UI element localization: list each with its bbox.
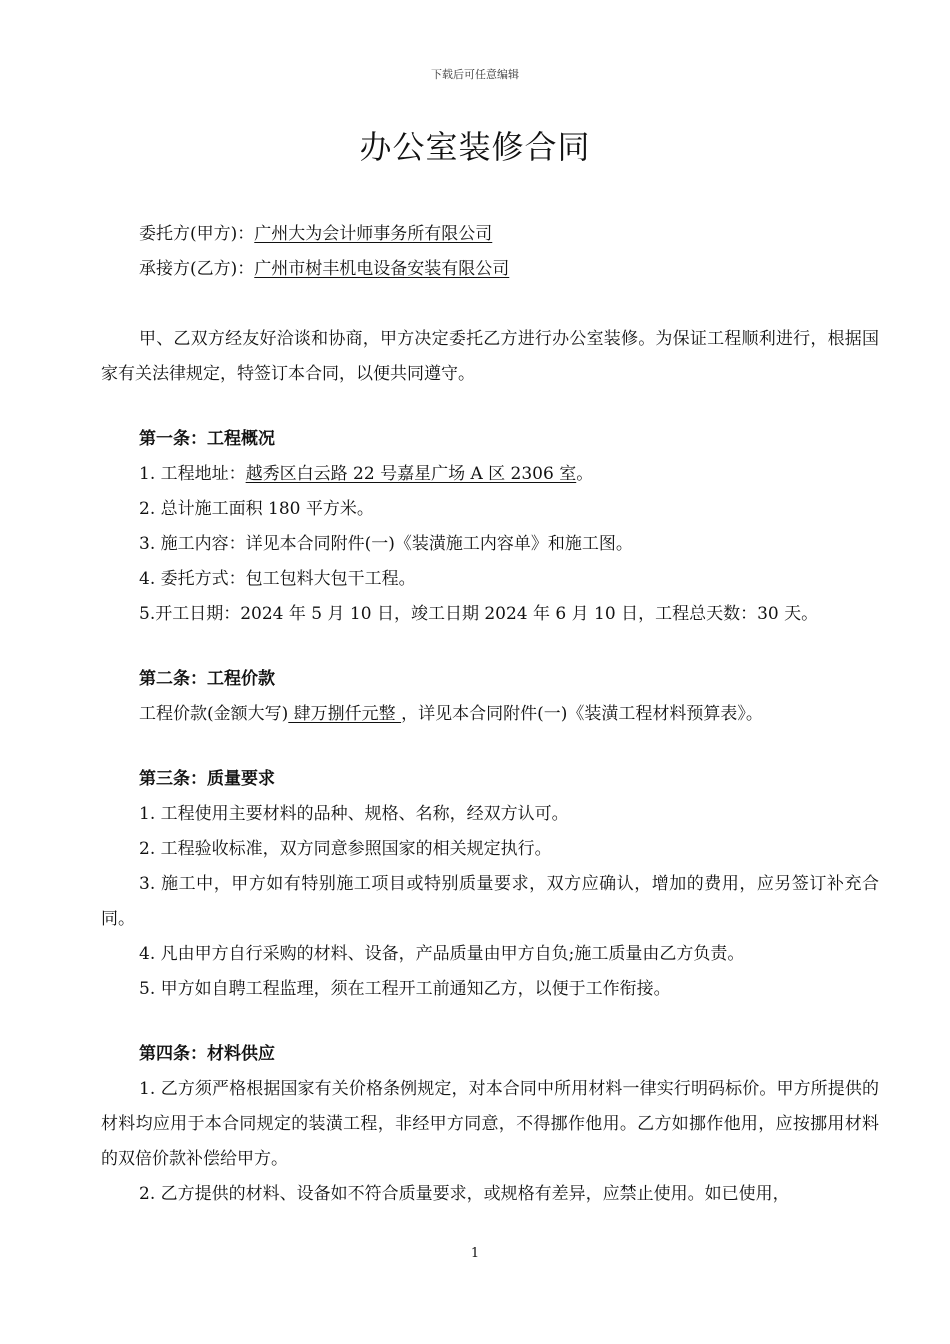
article4-heading: 第四条：材料供应 <box>139 1044 275 1064</box>
article1-item4: 4. 委托方式：包工包料大包干工程。 <box>139 569 416 589</box>
contractor-line <box>101 252 879 287</box>
article3-item3: 3. 施工中，甲方如有特别施工项目或特别质量要求，双方应确认，增加的费用，应另签订补充合同。 <box>101 874 879 929</box>
article2-price <box>101 697 879 732</box>
client-line <box>101 217 879 252</box>
client-name: 广州大为会计师事务所有限公司 <box>254 224 493 244</box>
article4-item1: 1. 乙方须严格根据国家有关价格条例规定，对本合同中所用材料一律实行明码标价。甲方所提供的材料均应用于本合同规定的装潢工程，非经甲方同意，不得挪作他用。乙方如挪作他用，应按挪用材料的双倍价款补偿给甲方。 <box>101 1079 879 1169</box>
article3-item1: 1. 工程使用主要材料的品种、规格、名称，经双方认可。 <box>139 804 569 824</box>
header-note: 下载后可任意编辑 <box>431 68 519 81</box>
article1-item1 <box>101 457 879 492</box>
page-number: 1 <box>470 1246 480 1261</box>
contract-title: 办公室装修合同 <box>359 128 591 166</box>
client-label: 委托方(甲方)： <box>139 224 255 244</box>
project-address: 越秀区白云路 22 号嘉星广场 A 区 2306 室 <box>245 464 577 484</box>
article3-heading: 第三条：质量要求 <box>139 769 275 789</box>
article3-item4: 4. 凡由甲方自行采购的材料、设备，产品质量由甲方自负;施工质量由乙方负责。 <box>139 944 745 964</box>
price-amount: 肆万捌仟元整 <box>288 704 402 724</box>
article3-item2: 2. 工程验收标准，双方同意参照国家的相关规定执行。 <box>139 839 552 859</box>
price-prefix: 工程价款(金额大写) <box>139 704 289 724</box>
article1-item1-prefix: 1. 工程地址： <box>139 464 246 484</box>
article2-heading: 第二条：工程价款 <box>139 669 275 689</box>
article1-item2: 2. 总计施工面积 180 平方米。 <box>139 499 374 519</box>
contractor-label: 承接方(乙方)： <box>139 259 255 279</box>
article1-item3: 3. 施工内容：详见本合同附件(一)《装潢施工内容单》和施工图。 <box>139 534 633 554</box>
contract-body <box>101 217 879 1212</box>
article4-item2: 2. 乙方提供的材料、设备如不符合质量要求，或规格有差异，应禁止使用。如已使用， <box>139 1184 790 1204</box>
article1-heading: 第一条：工程概况 <box>139 429 275 449</box>
price-suffix: ，详见本合同附件(一)《装潢工程材料预算表》。 <box>401 704 763 724</box>
article3-item5: 5. 甲方如自聘工程监理，须在工程开工前通知乙方，以便于工作衔接。 <box>139 979 671 999</box>
contractor-name: 广州市树丰机电设备安装有限公司 <box>254 259 510 279</box>
intro-paragraph: 甲、乙双方经友好洽谈和协商，甲方决定委托乙方进行办公室装修。为保证工程顺利进行，根据国家有关法律规定，特签订本合同，以便共同遵守。 <box>101 329 879 384</box>
article1-item1-suffix: 。 <box>576 464 594 484</box>
article1-item5: 5.开工日期：2024 年 5 月 10 日，竣工日期 2024 年 6 月 10 日，工程总天数：30 天。 <box>139 604 819 624</box>
